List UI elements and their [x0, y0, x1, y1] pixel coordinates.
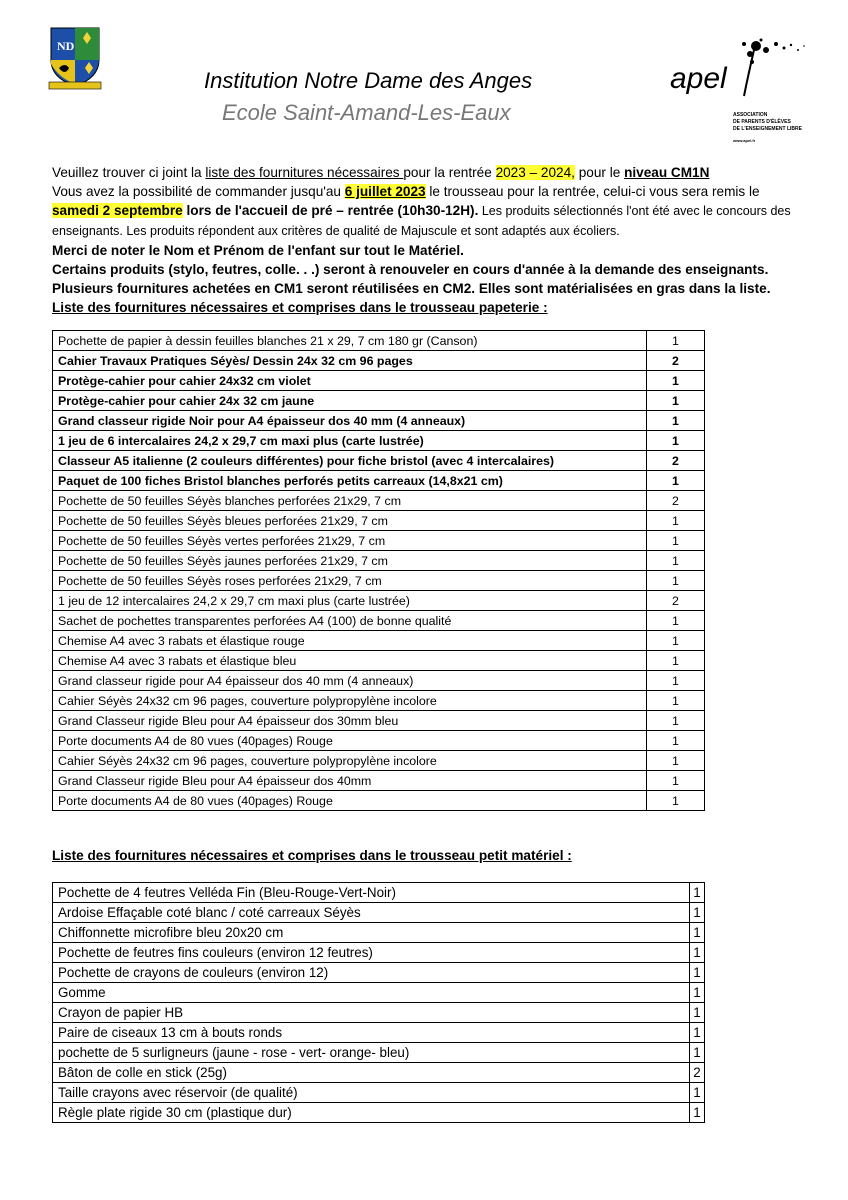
apel-tagline: ASSOCIATION DE PARENTS D'ÉLÈVES DE L'ENSEIGNEMENT LIBRE: [733, 112, 802, 132]
school-subtitle: Ecole Saint-Amand-Les-Eaux: [222, 100, 511, 125]
item-quantity: 1: [647, 551, 705, 571]
class-level: niveau CM1N: [624, 165, 710, 180]
item-quantity: 1: [647, 691, 705, 711]
item-name: Ardoise Effaçable coté blanc / coté carreaux Séyès: [53, 903, 690, 923]
item-quantity: 1: [647, 531, 705, 551]
table-row: [53, 671, 705, 691]
item-quantity: 1: [647, 771, 705, 791]
item-quantity: 2: [689, 1063, 704, 1083]
item-quantity: 2: [647, 491, 705, 511]
table-row: [53, 571, 705, 591]
table-row: [53, 371, 705, 391]
item-quantity: 1: [647, 611, 705, 631]
table-row: [53, 923, 705, 943]
item-name: Cahier Séyès 24x32 cm 96 pages, couverture polypropylène incolore: [53, 751, 647, 771]
item-quantity: 1: [689, 1103, 704, 1123]
school-crest-logo: [47, 24, 103, 90]
table-row: [53, 591, 705, 611]
item-name: Porte documents A4 de 80 vues (40pages) Rouge: [53, 791, 647, 811]
order-deadline: 6 juillet 2023: [344, 184, 426, 199]
item-quantity: 1: [647, 651, 705, 671]
item-name: Porte documents A4 de 80 vues (40pages) Rouge: [53, 731, 647, 751]
item-name: Protège-cahier pour cahier 24x 32 cm jaune: [53, 391, 647, 411]
renew-notice: Certains produits (stylo, feutres, colle. . .) seront à renouveler en cours d'année à la demande des enseignants.: [52, 262, 769, 277]
table-row: [53, 1083, 705, 1103]
item-name: Pochette de feutres fins couleurs (environ 12 feutres): [53, 943, 690, 963]
table-row: [53, 651, 705, 671]
item-quantity: 1: [647, 671, 705, 691]
table-row: [53, 471, 705, 491]
table-row: [53, 771, 705, 791]
table-row: [53, 883, 705, 903]
item-quantity: 1: [647, 631, 705, 651]
item-quantity: 1: [647, 791, 705, 811]
item-quantity: 2: [647, 591, 705, 611]
item-name: Taille crayons avec réservoir (de qualité): [53, 1083, 690, 1103]
table-row: [53, 963, 705, 983]
item-name: Pochette de 50 feuilles Séyès jaunes perforées 21x29, 7 cm: [53, 551, 647, 571]
table-row: [53, 1003, 705, 1023]
item-quantity: 1: [647, 751, 705, 771]
section2-title: Liste des fournitures nécessaires et comprises dans le trousseau petit matériel :: [52, 848, 572, 863]
item-quantity: 2: [647, 351, 705, 371]
table-row: [53, 491, 705, 511]
intro-text: Veuillez trouver ci joint la liste des fournitures nécessaires pour la rentrée 2023 – 2024, pour le niveau CM1N Vous avez la possibilité de commander jusqu'au 6 juillet 2023 le trousseau pour la rentrée, celui-ci vous sera remis le samedi 2 septembre lors de l'accueil de pré – rentrée (10h30-12H). Les produits sélectionnés l'ont été avec le concours des enseignants. Les produits répondent aux critères de qualité de Majuscule et sont adaptés aux écoliers. Merci de noter le Nom et Prénom de l'enfant sur tout le Matériel. Certains produits (stylo, feutres, colle. . .) seront à renouveler en cours d'année à la demande des enseignants. Plusieurs fournitures achetées en CM1 seront réutilisées en CM2. Elles sont matérialisées en gras dans la liste. Liste des fournitures nécessaires et comprises dans le trousseau papeterie :: [52, 165, 791, 315]
item-quantity: 1: [647, 511, 705, 531]
item-quantity: 1: [689, 1043, 704, 1063]
table-row: [53, 431, 705, 451]
item-name: Protège-cahier pour cahier 24x32 cm violet: [53, 371, 647, 391]
table-row: [53, 611, 705, 631]
institution-title: Institution Notre Dame des Anges: [204, 68, 533, 93]
crest-initials: ND: [57, 39, 75, 53]
item-quantity: 1: [689, 1003, 704, 1023]
delivery-date: samedi 2 septembre: [52, 203, 183, 218]
item-name: Pochette de 50 feuilles Séyès roses perforées 21x29, 7 cm: [53, 571, 647, 591]
item-name: Bâton de colle en stick (25g): [53, 1063, 690, 1083]
item-name: Sachet de pochettes transparentes perforées A4 (100) de bonne qualité: [53, 611, 647, 631]
item-name: Pochette de papier à dessin feuilles blanches 21 x 29, 7 cm 180 gr (Canson): [53, 331, 647, 351]
table-row: [53, 1043, 705, 1063]
item-name: Paquet de 100 fiches Bristol blanches perforés petits carreaux (14,8x21 cm): [53, 471, 647, 491]
item-quantity: 1: [647, 471, 705, 491]
item-name: Crayon de papier HB: [53, 1003, 690, 1023]
item-name: Chemise A4 avec 3 rabats et élastique rouge: [53, 631, 647, 651]
item-name: Gomme: [53, 983, 690, 1003]
item-name: Paire de ciseaux 13 cm à bouts ronds: [53, 1023, 690, 1043]
item-name: Pochette de 50 feuilles Séyès vertes perforées 21x29, 7 cm: [53, 531, 647, 551]
item-quantity: 2: [647, 451, 705, 471]
item-name: Chemise A4 avec 3 rabats et élastique bleu: [53, 651, 647, 671]
item-name: Grand classeur rigide pour A4 épaisseur dos 40 mm (4 anneaux): [53, 671, 647, 691]
school-year-highlight: 2023 – 2024,: [495, 165, 575, 180]
table-row: [53, 791, 705, 811]
table-row: [53, 391, 705, 411]
item-name: Règle plate rigide 30 cm (plastique dur): [53, 1103, 690, 1123]
item-name: pochette de 5 surligneurs (jaune - rose - vert- orange- bleu): [53, 1043, 690, 1063]
item-quantity: 1: [689, 1023, 704, 1043]
item-quantity: 1: [689, 943, 704, 963]
table-row: [53, 1103, 705, 1123]
table-row: [53, 691, 705, 711]
table-row: [53, 711, 705, 731]
item-name: Cahier Séyès 24x32 cm 96 pages, couverture polypropylène incolore: [53, 691, 647, 711]
item-name: Chiffonnette microfibre bleu 20x20 cm: [53, 923, 690, 943]
table-row: [53, 551, 705, 571]
item-name: Grand Classeur rigide Bleu pour A4 épaisseur dos 30mm bleu: [53, 711, 647, 731]
reuse-notice: Plusieurs fournitures achetées en CM1 seront réutilisées en CM2. Elles sont matérialisées en gras dans la liste.: [52, 281, 771, 296]
table-row: [53, 903, 705, 923]
table-row: [53, 331, 705, 351]
item-quantity: 1: [647, 371, 705, 391]
table-row: [53, 451, 705, 471]
item-name: Pochette de crayons de couleurs (environ 12): [53, 963, 690, 983]
item-name: 1 jeu de 6 intercalaires 24,2 x 29,7 cm maxi plus (carte lustrée): [53, 431, 647, 451]
item-quantity: 1: [647, 411, 705, 431]
table-row: [53, 631, 705, 651]
section1-title: Liste des fournitures nécessaires et comprises dans le trousseau papeterie :: [52, 300, 548, 315]
item-name: Grand classeur rigide Noir pour A4 épaisseur dos 40 mm (4 anneaux): [53, 411, 647, 431]
item-quantity: 1: [689, 923, 704, 943]
item-quantity: 1: [689, 883, 704, 903]
item-quantity: 1: [647, 731, 705, 751]
item-quantity: 1: [689, 1083, 704, 1103]
table-row: [53, 351, 705, 371]
apel-url: www.apel.fr: [733, 138, 756, 143]
item-quantity: 1: [689, 963, 704, 983]
papeterie-table: [52, 330, 705, 811]
table-row: [53, 411, 705, 431]
item-quantity: 1: [647, 711, 705, 731]
name-notice: Merci de noter le Nom et Prénom de l'enfant sur tout le Matériel.: [52, 243, 464, 258]
petit-materiel-table: [52, 882, 705, 1123]
table-row: [53, 751, 705, 771]
item-quantity: 1: [647, 391, 705, 411]
table-row: [53, 1063, 705, 1083]
item-quantity: 1: [647, 331, 705, 351]
table-row: [53, 943, 705, 963]
item-quantity: 1: [689, 903, 704, 923]
table-row: [53, 1023, 705, 1043]
item-name: Classeur A5 italienne (2 couleurs différentes) pour fiche bristol (avec 4 intercalaires): [53, 451, 647, 471]
item-name: Grand Classeur rigide Bleu pour A4 épaisseur dos 40mm: [53, 771, 647, 791]
table-row: [53, 983, 705, 1003]
item-name: Pochette de 50 feuilles Séyès blanches perforées 21x29, 7 cm: [53, 491, 647, 511]
apel-logo-text: apel: [670, 62, 727, 95]
item-quantity: 1: [647, 431, 705, 451]
item-quantity: 1: [689, 983, 704, 1003]
table-row: [53, 531, 705, 551]
table-row: [53, 731, 705, 751]
item-name: Pochette de 50 feuilles Séyès bleues perforées 21x29, 7 cm: [53, 511, 647, 531]
table-row: [53, 511, 705, 531]
item-name: Pochette de 4 feutres Velléda Fin (Bleu-Rouge-Vert-Noir): [53, 883, 690, 903]
item-quantity: 1: [647, 571, 705, 591]
item-name: Cahier Travaux Pratiques Séyès/ Dessin 24x 32 cm 96 pages: [53, 351, 647, 371]
item-name: 1 jeu de 12 intercalaires 24,2 x 29,7 cm maxi plus (carte lustrée): [53, 591, 647, 611]
